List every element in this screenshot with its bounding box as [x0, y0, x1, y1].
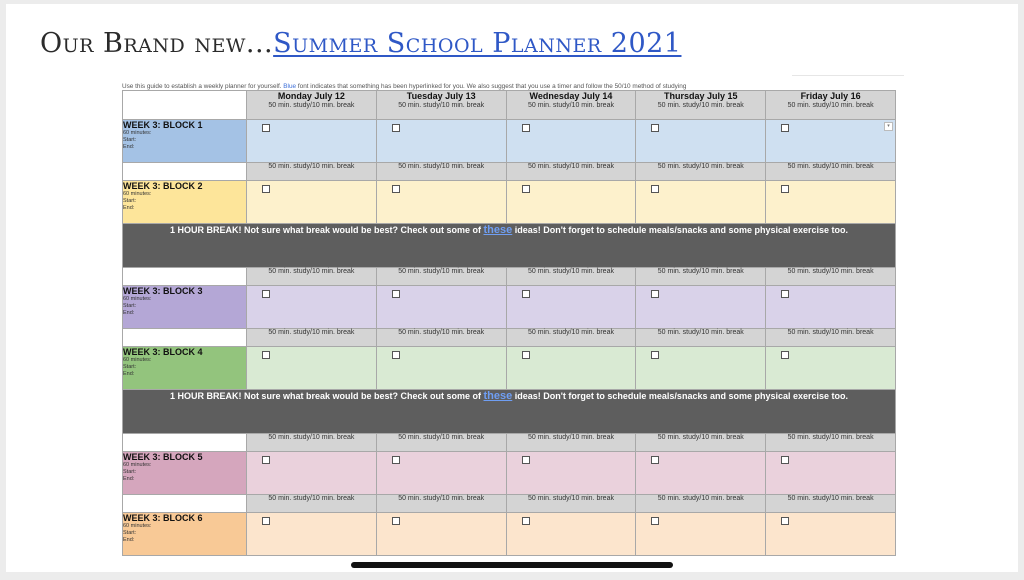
note-before: Use this guide to establish a weekly planner for yourself. — [122, 83, 282, 90]
block-start: Start: — [123, 137, 137, 143]
task-checkbox[interactable] — [781, 517, 789, 525]
block-label-cell — [123, 513, 247, 556]
planner-cell[interactable] — [636, 181, 766, 224]
block-minutes: 60 minutes: — [123, 191, 152, 197]
study-timing-row — [123, 495, 896, 513]
task-checkbox[interactable] — [651, 124, 659, 132]
blank-label-cell — [123, 268, 247, 286]
planner-cell[interactable] — [506, 181, 636, 224]
break-text-after: ideas! Don't forget to schedule meals/snacks and some physical exercise too. — [514, 225, 849, 235]
task-checkbox[interactable] — [392, 517, 400, 525]
task-checkbox[interactable] — [781, 185, 789, 193]
task-checkbox[interactable] — [651, 290, 659, 298]
study-timing-cell: 50 min. study/10 min. break — [766, 495, 896, 513]
planner-cell[interactable] — [636, 120, 766, 163]
task-checkbox[interactable] — [262, 351, 270, 359]
block-label: WEEK 3: BLOCK 3 — [123, 286, 203, 296]
break-row — [123, 390, 896, 434]
study-timing-cell: 50 min. study/10 min. break — [376, 163, 506, 181]
task-checkbox[interactable] — [262, 124, 270, 132]
divider — [792, 75, 904, 76]
block-label-cell — [123, 286, 247, 329]
planner-cell[interactable] — [247, 513, 377, 556]
block-label: WEEK 3: BLOCK 5 — [123, 452, 203, 462]
block-row-2 — [123, 181, 896, 224]
task-checkbox[interactable] — [522, 290, 530, 298]
study-timing-cell: 50 min. study/10 min. break — [636, 434, 766, 452]
study-timing-row — [123, 268, 896, 286]
title-link[interactable]: Summer School Planner 2021 — [273, 28, 682, 59]
blank-label-cell — [123, 329, 247, 347]
block-end: End: — [123, 310, 135, 316]
task-checkbox[interactable] — [392, 185, 400, 193]
break-text-after: ideas! Don't forget to schedule meals/snacks and some physical exercise too. — [514, 391, 849, 401]
block-row-1 — [123, 120, 896, 163]
study-timing-cell: 50 min. study/10 min. break — [636, 163, 766, 181]
task-checkbox[interactable] — [262, 517, 270, 525]
planner-cell[interactable] — [376, 181, 506, 224]
planner-cell[interactable] — [636, 286, 766, 329]
day-header-1 — [247, 91, 377, 120]
planner-cell[interactable] — [506, 452, 636, 495]
planner-cell[interactable] — [636, 513, 766, 556]
note-blue-word: Blue — [283, 83, 297, 90]
planner-cell[interactable] — [636, 452, 766, 495]
task-checkbox[interactable] — [522, 351, 530, 359]
blank-label-cell — [123, 163, 247, 181]
planner-cell[interactable] — [766, 452, 896, 495]
study-timing-cell: 50 min. study/10 min. break — [247, 268, 377, 286]
break-text-before: 1 HOUR BREAK! Not sure what break would be best? Check out some of — [169, 391, 481, 401]
study-timing-row — [123, 434, 896, 452]
study-timing-cell: 50 min. study/10 min. break — [376, 495, 506, 513]
corner-cell — [123, 91, 247, 120]
block-minutes: 60 minutes: — [123, 462, 152, 468]
task-checkbox[interactable] — [392, 351, 400, 359]
planner-cell[interactable] — [766, 347, 896, 390]
task-checkbox[interactable] — [651, 351, 659, 359]
break-ideas-link[interactable]: these — [483, 390, 513, 402]
planner-cell[interactable] — [247, 120, 377, 163]
planner-cell[interactable] — [506, 347, 636, 390]
planner-cell[interactable] — [376, 513, 506, 556]
task-checkbox[interactable] — [781, 351, 789, 359]
block-label-cell — [123, 347, 247, 390]
block-start: Start: — [123, 469, 137, 475]
home-indicator — [351, 562, 673, 568]
day-name: Thursday July 15 — [664, 91, 738, 101]
study-timing-cell: 50 min. study/10 min. break — [376, 434, 506, 452]
study-timing-cell: 50 min. study/10 min. break — [506, 434, 636, 452]
weekly-planner-table — [122, 90, 896, 556]
study-timing-row — [123, 163, 896, 181]
blank-label-cell — [123, 434, 247, 452]
task-checkbox[interactable] — [651, 185, 659, 193]
task-checkbox[interactable] — [651, 456, 659, 464]
planner-cell[interactable] — [506, 513, 636, 556]
block-label: WEEK 3: BLOCK 2 — [123, 181, 203, 191]
block-label-cell — [123, 120, 247, 163]
slide — [6, 4, 1018, 572]
task-checkbox[interactable] — [522, 456, 530, 464]
block-start: Start: — [123, 364, 137, 370]
task-checkbox[interactable] — [262, 290, 270, 298]
task-checkbox[interactable] — [392, 456, 400, 464]
task-checkbox[interactable] — [522, 185, 530, 193]
title-prefix: Our Brand new... — [40, 28, 274, 59]
header-row — [123, 91, 896, 120]
task-checkbox[interactable] — [522, 124, 530, 132]
block-end: End: — [123, 537, 135, 543]
day-subtitle: 50 min. study/10 min. break — [787, 102, 874, 109]
block-end: End: — [123, 144, 135, 150]
block-minutes: 60 minutes: — [123, 523, 152, 529]
planner-cell[interactable] — [766, 286, 896, 329]
study-timing-cell: 50 min. study/10 min. break — [506, 163, 636, 181]
block-row-6 — [123, 513, 896, 556]
planner-cell[interactable] — [766, 181, 896, 224]
day-header-4 — [636, 91, 766, 120]
study-timing-cell: 50 min. study/10 min. break — [766, 434, 896, 452]
blank-label-cell — [123, 495, 247, 513]
task-checkbox[interactable] — [262, 456, 270, 464]
day-header-5 — [766, 91, 896, 120]
block-minutes: 60 minutes: — [123, 130, 152, 136]
block-label-cell — [123, 181, 247, 224]
study-timing-cell: 50 min. study/10 min. break — [247, 329, 377, 347]
task-checkbox[interactable] — [651, 517, 659, 525]
day-subtitle: 50 min. study/10 min. break — [657, 102, 744, 109]
day-name: Friday July 16 — [800, 91, 861, 101]
study-timing-cell: 50 min. study/10 min. break — [376, 268, 506, 286]
task-checkbox[interactable] — [392, 124, 400, 132]
note-after: font indicates that something has been hyperlinked for you. We also suggest that you use a timer and follow the 50/10 method of studying — [297, 83, 687, 90]
task-checkbox[interactable] — [781, 456, 789, 464]
planner-cell[interactable] — [247, 286, 377, 329]
day-name: Wednesday July 14 — [529, 91, 613, 101]
block-row-4 — [123, 347, 896, 390]
study-timing-cell: 50 min. study/10 min. break — [506, 329, 636, 347]
planner-title — [40, 28, 681, 59]
day-name: Monday July 12 — [277, 91, 345, 101]
planner-cell[interactable] — [636, 347, 766, 390]
planner-cell[interactable] — [506, 286, 636, 329]
day-header-2 — [376, 91, 506, 120]
block-label: WEEK 3: BLOCK 4 — [123, 347, 203, 357]
study-timing-cell: 50 min. study/10 min. break — [506, 268, 636, 286]
instructions-note — [122, 83, 686, 90]
planner-cell[interactable] — [376, 286, 506, 329]
block-end: End: — [123, 371, 135, 377]
study-timing-cell: 50 min. study/10 min. break — [247, 495, 377, 513]
planner-cell[interactable] — [766, 120, 896, 163]
study-timing-cell: 50 min. study/10 min. break — [636, 268, 766, 286]
day-name: Tuesday July 13 — [406, 91, 476, 101]
block-label: WEEK 3: BLOCK 1 — [123, 120, 203, 130]
day-subtitle: 50 min. study/10 min. break — [268, 102, 355, 109]
planner-cell[interactable] — [247, 452, 377, 495]
study-timing-cell: 50 min. study/10 min. break — [376, 329, 506, 347]
planner-cell[interactable] — [247, 181, 377, 224]
study-timing-cell: 50 min. study/10 min. break — [766, 163, 896, 181]
block-row-5 — [123, 452, 896, 495]
study-timing-cell: 50 min. study/10 min. break — [766, 268, 896, 286]
block-label-cell — [123, 452, 247, 495]
study-timing-cell: 50 min. study/10 min. break — [636, 495, 766, 513]
block-minutes: 60 minutes: — [123, 357, 152, 363]
break-row — [123, 224, 896, 268]
study-timing-cell: 50 min. study/10 min. break — [506, 495, 636, 513]
break-message — [123, 390, 896, 434]
block-label: WEEK 3: BLOCK 6 — [123, 513, 203, 523]
planner-cell[interactable] — [376, 347, 506, 390]
task-checkbox[interactable] — [522, 517, 530, 525]
break-ideas-link[interactable]: these — [483, 224, 513, 236]
task-checkbox[interactable] — [392, 290, 400, 298]
study-timing-cell: 50 min. study/10 min. break — [766, 329, 896, 347]
study-timing-cell: 50 min. study/10 min. break — [247, 163, 377, 181]
task-checkbox[interactable] — [781, 290, 789, 298]
block-start: Start: — [123, 303, 137, 309]
block-row-3 — [123, 286, 896, 329]
block-end: End: — [123, 205, 135, 211]
block-start: Start: — [123, 530, 137, 536]
day-header-3 — [506, 91, 636, 120]
break-message — [123, 224, 896, 268]
block-minutes: 60 minutes: — [123, 296, 152, 302]
day-subtitle: 50 min. study/10 min. break — [527, 102, 614, 109]
block-start: Start: — [123, 198, 137, 204]
day-subtitle: 50 min. study/10 min. break — [398, 102, 485, 109]
planner-cell[interactable] — [506, 120, 636, 163]
task-checkbox[interactable] — [781, 124, 789, 132]
study-timing-cell: 50 min. study/10 min. break — [636, 329, 766, 347]
task-checkbox[interactable] — [262, 185, 270, 193]
block-end: End: — [123, 476, 135, 482]
planner-cell[interactable] — [766, 513, 896, 556]
planner-cell[interactable] — [376, 452, 506, 495]
break-text-before: 1 HOUR BREAK! Not sure what break would be best? Check out some of — [169, 225, 481, 235]
study-timing-row — [123, 329, 896, 347]
planner-cell[interactable] — [376, 120, 506, 163]
study-timing-cell: 50 min. study/10 min. break — [247, 434, 377, 452]
dropdown-arrow-icon[interactable]: ▾ — [884, 122, 893, 131]
planner-cell[interactable] — [247, 347, 377, 390]
